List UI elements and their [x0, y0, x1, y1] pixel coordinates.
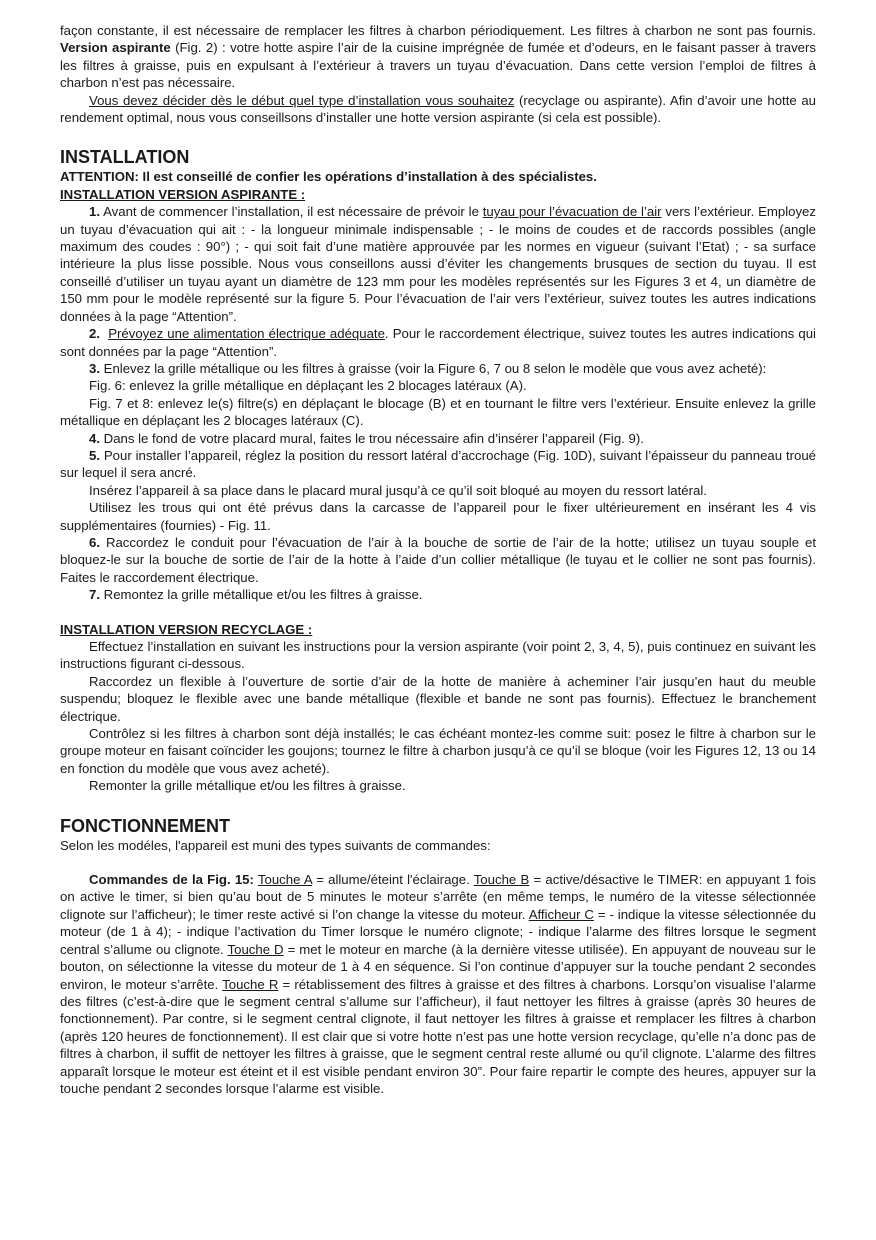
recyclage-paragraph: Raccordez un flexible à l’ouverture de sortie d’air de la hotte de manière à acheminer l’air jusqu’en haut du meuble suspendu; bloquez le flexible avec une bande métallique (flexible et bande ne sont pas fournis). Effectuez le branchement électrique. [60, 673, 816, 724]
step-3 [60, 360, 816, 377]
command-text: = allume/éteint l'éclairage. [311, 872, 474, 888]
step-number: 7. [89, 587, 100, 603]
touche-d-label: Touche D [227, 941, 284, 957]
advice-underlined: Vous devez décider dès le début quel type d’installation vous souhaitez [89, 92, 515, 108]
command-text: = - indique la vitesse sélectionnée du moteur (de 1 à 4); - indique l’activation du Timer lorsque le numéro clignote; - indique l’alarme des filtres lorsque le segment central s’allume ou clignote. [60, 906, 816, 957]
step-5 [60, 447, 816, 482]
afficheur-c-label: Afficheur C [528, 906, 594, 922]
touche-r-label: Touche R [222, 976, 279, 992]
step-text: . Pour le raccordement électrique, suivez toutes les autres indications qui sont données par la page “Attention”. [60, 326, 816, 359]
step-underlined: tuyau pour l’évacuation de l’air [482, 204, 662, 220]
advice-text: (recyclage ou aspirante). Afin d’avoir une hotte au rendement optimal, nous vous conseillsons d’installer une hotte version aspirante (si cela est possible). [60, 92, 816, 126]
step-4 [60, 430, 816, 447]
touche-b-label: Touche B [473, 872, 530, 888]
step-text: Enlevez la grille métallique ou les filtres à graisse (voir la Figure 6, 7 ou 8 selon le modèle que vous avez acheté): [100, 360, 767, 376]
recyclage-paragraph: Contrôlez si les filtres à charbon sont déjà installés; le cas échéant montez-les comme suit: posez le filtre à charbon sur le groupe moteur en faisant coïncider les goujons; tournez le filtre à charbon jusqu’à ce qu’il se bloque (voir les Figures 12, 13 ou 14 en fonction du modèle que vous avez acheté). [60, 726, 816, 776]
fonctionnement-intro: Selon les modéles, l'appareil est muni des types suivants de commandes: [60, 837, 491, 853]
command-text: = met le moteur en marche (à la dernière vitesse utilisée). En appuyant de nouveau sur le bouton, on sélectionne la vitesse du moteur de 1 à 4 en séquence. Si l’on continue d’appuyer sur la touche pendant 2 secondes environ, le moteur s’arrête. [60, 941, 816, 992]
recyclage-paragraph: Effectuez l’installation en suivant les instructions pour la version aspirante (voir point 2, 3, 4, 5), puis continuez en suivant les instructions figurant ci-dessous. [60, 639, 816, 672]
attention-note: ATTENTION: Il est conseillé de confier les opérations d’installation à des spécialistes. [60, 169, 597, 185]
command-text: = active/désactive le TIMER: en appuyant 1 fois on active le timer, si bien qu’au bout de 5 minutes le moteur s’arrête (en même temps, le numéro de la vitesse sélectionnée clignote sur l’afficheur); le timer reste activé si l’on change la vitesse du moteur. [60, 872, 817, 922]
step-number: 3. [89, 360, 100, 376]
step-text: vers l’extérieur. Employez un tuyau d’évacuation qui ait : - la longueur minimale indispensable ; - le moins de coudes et de raccords possibles (angle maximum des coudes : 90°) ; - qui soit fait d’une matière approuvée par les normes en vigueur (suivant l’Etat) ; - sa surface intérieure la plus lisse possible. Nous vous conseillons aussi d’éviter les changements brusques de section du tuyau. Il est conseillé d’utiliser un tuyau ayant un diamètre de 123 mm pour les modèles représentés sur les Figures 3 et 4, un diamètre de 150 mm pour le modèle représenté sur la figure 5. Pour l’évacuation de l’air vers l’extérieur, suivez toutes les autres indications données à la page “Attention”. [60, 204, 816, 324]
step-6 [60, 534, 816, 586]
commands-label: Commandes de la Fig. 15: [89, 872, 254, 888]
intro-paragraph [60, 22, 816, 92]
version-aspirante-label: Version aspirante [60, 40, 171, 56]
step-text: Raccordez le conduit pour l’évacuation de l’air à la bouche de sortie de l’air de la hotte; utilisez un tuyau souple et bloquez-le sur la bouche de sortie de l’air de la hotte à l’aide d’un collier métallique (le tuyau et le collier ne sont pas fournis). Faites le raccordement électrique. [60, 534, 816, 585]
fonctionnement-heading: FONCTIONNEMENT [60, 815, 230, 836]
commands-paragraph [60, 871, 816, 1097]
step-text: Pour installer l’appareil, réglez la position du ressort latéral d’accrochage (Fig. 10D), suivant l’épaisseur du panneau troué sur lequel il sera ancré. [60, 447, 816, 481]
touche-a-label: Touche A [257, 872, 312, 888]
installation-heading: INSTALLATION [60, 147, 190, 168]
aspirante-subheading: INSTALLATION VERSION ASPIRANTE : [60, 186, 306, 202]
step-text: Dans le fond de votre placard mural, faites le trou nécessaire afin d’insérer l’appareil (Fig. 9). [100, 430, 644, 446]
recyclage-subheading: INSTALLATION VERSION RECYCLAGE : [60, 621, 313, 637]
recyclage-paragraph: Remonter la grille métallique et/ou les filtres à graisse. [89, 778, 406, 794]
step-text: Remontez la grille métallique et/ou les filtres à graisse. [100, 587, 423, 603]
command-text: = rétablissement des filtres à graisse et des filtres à charbons. Lorsqu’on visualise l’alarme des filtres (c’est-à-dire que le segment central s’allume sur l’afficheur), il faut nettoyer les filtres à graisse (après 30 heures de fonctionnement). Par contre, si le segment central clignote, il faut nettoyer les filtres à graisse et remplacer les filtres à charbon (après 120 heures de fonctionnement). Il est clair que si votre hotte n’est pas une hotte version recyclage, qu’elle n’a donc pas de filtres à charbon, il suffit de nettoyer les filtres à graisse, que le segment central reste allumé ou qu’il clignote. L’alarme des filtres apparaît lorsque le moteur est éteint et il est visible pendant environ 30”. Pour faire repartir le compte des heures, appuyer sur la touche pendant 2 secondes lorsque l’alarme est visible. [60, 976, 816, 1096]
step-number: 1. [89, 204, 100, 220]
intro-text: façon constante, il est nécessaire de remplacer les filtres à charbon périodiquement. Les filtres à charbon ne sont pas fournis. [60, 23, 816, 38]
step-5-insert: Insérez l’appareil à sa place dans le placard mural jusqu’à ce qu’il soit bloqué au moyen du ressort latéral. [89, 482, 707, 498]
intro-text-cont: (Fig. 2) : votre hotte aspire l’air de la cuisine imprégnée de fumée et d’odeurs, en le faisant passer à travers les filtres à graisse, puis en expulsant à l’extérieur à travers un tuyau d’évacuation. Dans cette version l’emploi de filtres à charbon n’est pas nécessaire. [60, 40, 816, 91]
step-text: Avant de commencer l’installation, il est nécessaire de prévoir le [100, 204, 483, 220]
step-number: 6. [89, 534, 100, 550]
step-number: 4. [89, 430, 100, 446]
intro-advice-paragraph [60, 92, 816, 127]
step-7 [60, 586, 816, 603]
step-number: 5. [89, 447, 100, 463]
step-1 [60, 203, 816, 325]
step-number: 2. [89, 326, 100, 342]
step-3-fig78: Fig. 7 et 8: enlevez le(s) filtre(s) en déplaçant le blocage (B) et en tournant le filtre vers l’extérieur. Ensuite enlevez la grille métallique en déplaçant les 2 blocages latéraux (C). [60, 395, 816, 429]
step-2 [60, 325, 816, 360]
step-3-fig6: Fig. 6: enlevez la grille métallique en déplaçant les 2 blocages latéraux (A). [89, 378, 527, 394]
step-5-screws: Utilisez les trous qui ont été prévus dans la carcasse de l’appareil pour le fixer ultérieurement en insérant les 4 vis supplémentaires (fournies) - Fig. 11. [60, 500, 816, 533]
step-underlined: Prévoyez une alimentation électrique adéquate [108, 326, 385, 342]
